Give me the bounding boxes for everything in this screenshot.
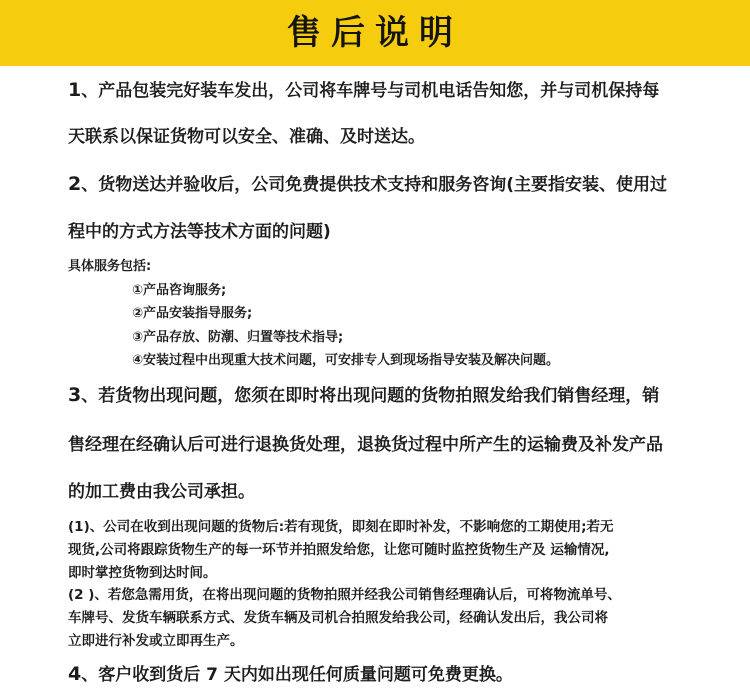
note-1-line: (1)、公司在收到出现问题的货物后:若有现货，即刻在即时补发，不影响您的工期使用;若无 — [68, 519, 614, 535]
service-item: ④安装过程中出现重大技术问题，可安排专人到现场指导安装及解决问题。 — [132, 353, 560, 368]
service-item: ②产品安装指导服务; — [132, 306, 253, 321]
note-2-line: 车牌号、发货车辆联系方式、发货车辆及司机合拍照发给我公司，经确认发出后，我公司将 — [68, 610, 608, 626]
item-2-line-2: 程中的方式方法等技术方面的问题) — [68, 222, 331, 242]
item-4-line-1: 4、客户收到货后 7 天内如出现任何质量问题可免费更换。 — [68, 663, 513, 685]
item-2-number: 2 — [68, 173, 82, 195]
item-3-line-3: 的加工费由我公司承担。 — [68, 482, 255, 502]
note-1-line: 现货,公司将跟踪货物生产的每一环节并拍照发给您，让您可随时监控货物生产及 运输情况, — [68, 542, 610, 558]
item-3-line-1: 3、若货物出现问题，您须在即时将出现问题的货物拍照发给我们销售经理，销 — [68, 384, 660, 406]
note-1-line: 即时掌控货物到达时间。 — [68, 565, 217, 581]
item-1-line-2: 天联系以保证货物可以安全、准确、及时送达。 — [68, 127, 425, 147]
service-item: ①产品咨询服务; — [132, 283, 227, 298]
item-1-number: 1 — [68, 79, 82, 101]
page-title: 售后说明 — [287, 13, 463, 53]
service-item: ③产品存放、防潮、归置等技术指导; — [132, 330, 344, 345]
item-4-number: 4 — [68, 663, 82, 685]
services-heading: 具体服务包括: — [68, 259, 152, 274]
item-2-line-1: 2、货物送达并验收后，公司免费提供技术支持和服务咨询(主要指安装、使用过 — [68, 173, 668, 195]
item-1-line-1: 1、产品包装完好装车发出，公司将车牌号与司机电话告知您，并与司机保持每 — [68, 79, 660, 101]
item-3-line-2: 售经理在经确认后可进行退换货处理，退换货过程中所产生的运输费及补发产品 — [68, 435, 663, 455]
note-2-line: (2 )、若您急需用货，在将出现问题的货物拍照并经我公司销售经理确认后，可将物流单号、 — [68, 587, 621, 603]
note-2-line: 立即进行补发或立即再生产。 — [68, 633, 244, 649]
item-3-number: 3 — [68, 384, 82, 406]
